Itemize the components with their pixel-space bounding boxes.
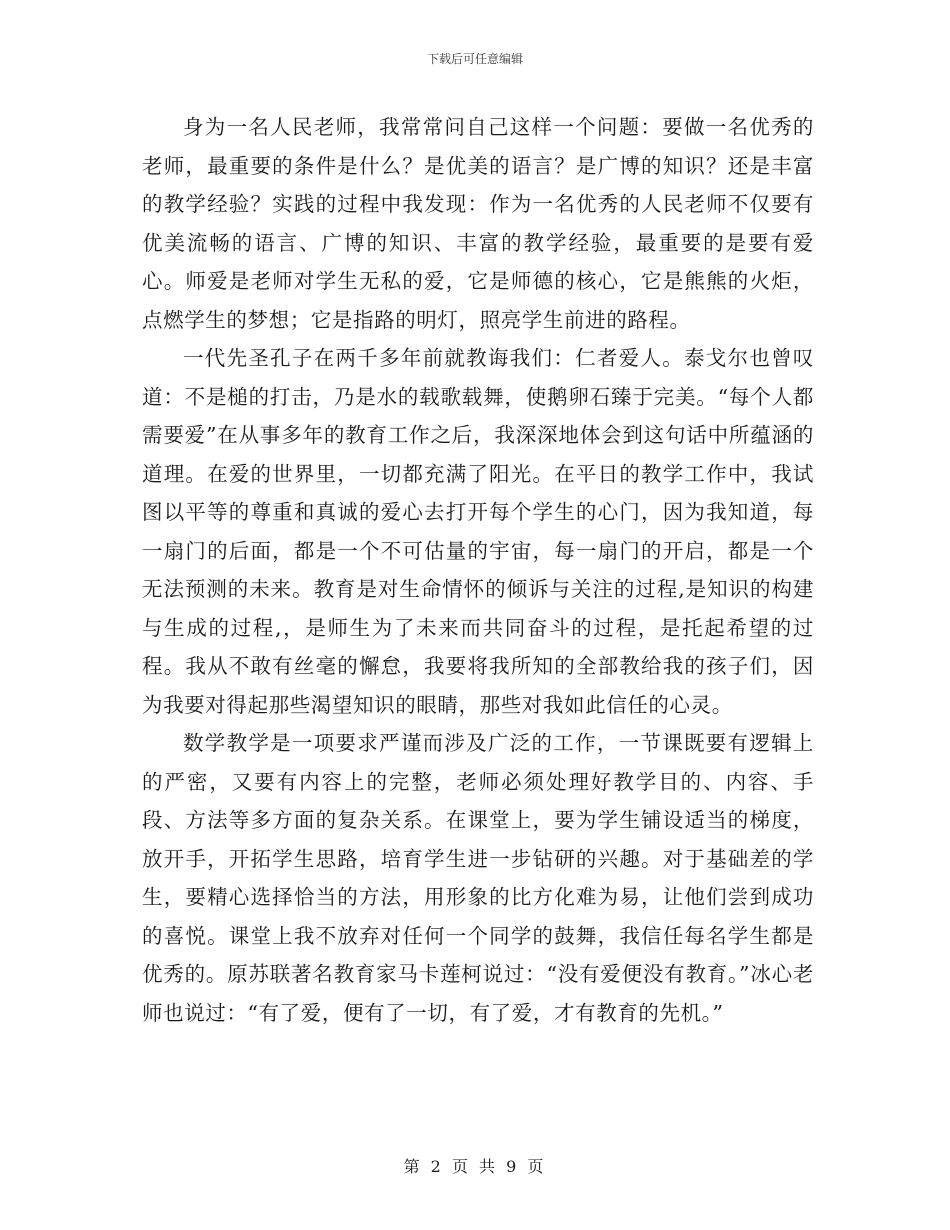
paragraph-1: 身为一名人民老师，我常常问自己这样一个问题：要做一名优秀的老师，最重要的条件是什么？是优美的语言？是广博的知识？还是丰富的教学经验？实践的过程中我发现：作为一名优秀的人民老师不仅要有优美流畅的语言、广博的知识、丰富的教学经验，最重要的是要有爱心。师爱是老师对学生无私的爱，它是师德的核心，它是熊熊的火炬，点燃学生的梦想；它是指路的明灯，照亮学生前进的路程。 — [142, 115, 814, 332]
paragraph-2: 一代先圣孔子在两千多年前就教诲我们：仁者爱人。泰戈尔也曾叹道：不是槌的打击，乃是水的载歌载舞，使鹅卵石臻于完美。“每个人都需要爱”在从事多年的教育工作之后，我深深地体会到这句话中所蕴涵的道理。在爱的世界里，一切都充满了阳光。在平日的教学工作中，我试图以平等的尊重和真诚的爱心去打开每个学生的心门，因为我知道，每一扇门的后面，都是一个不可估量的宇宙，每一扇门的开启，都是一个无法预测的未来。教育是对生命情怀的倾诉与关注的过程,是知识的构建与生成的过程,，是师生为了未来而共同奋斗的过程，是托起希望的过程。我从不敢有丝毫的懈怠，我要将我所知的全部教给我的孩子们，因为我要对得起那些渴望知识的眼睛，那些对我如此信任的心灵。 — [142, 346, 814, 717]
paragraph-3: 数学教学是一项要求严谨而涉及广泛的工作，一节课既要有逻辑上的严密，又要有内容上的完整，老师必须处理好教学目的、内容、手段、方法等多方面的复杂关系。在课堂上，要为学生铺设适当的梯度，放开手，开拓学生思路，培育学生进一步钻研的兴趣。对于基础差的学生，要精心选择恰当的方法，用形象的比方化难为易，让他们尝到成功的喜悦。课堂上我不放弃对任何一个同学的鼓舞，我信任每名学生都是优秀的。原苏联著名教育家马卡莲柯说过：“没有爱便没有教育。”冰心老师也说过：“有了爱，便有了一切，有了爱，才有教育的先机。” — [142, 731, 814, 1025]
page-footer: 第 2 页 共 9 页 — [403, 1157, 547, 1176]
document-body — [142, 108, 814, 1032]
page-header: 下载后可任意编辑 — [426, 52, 523, 66]
